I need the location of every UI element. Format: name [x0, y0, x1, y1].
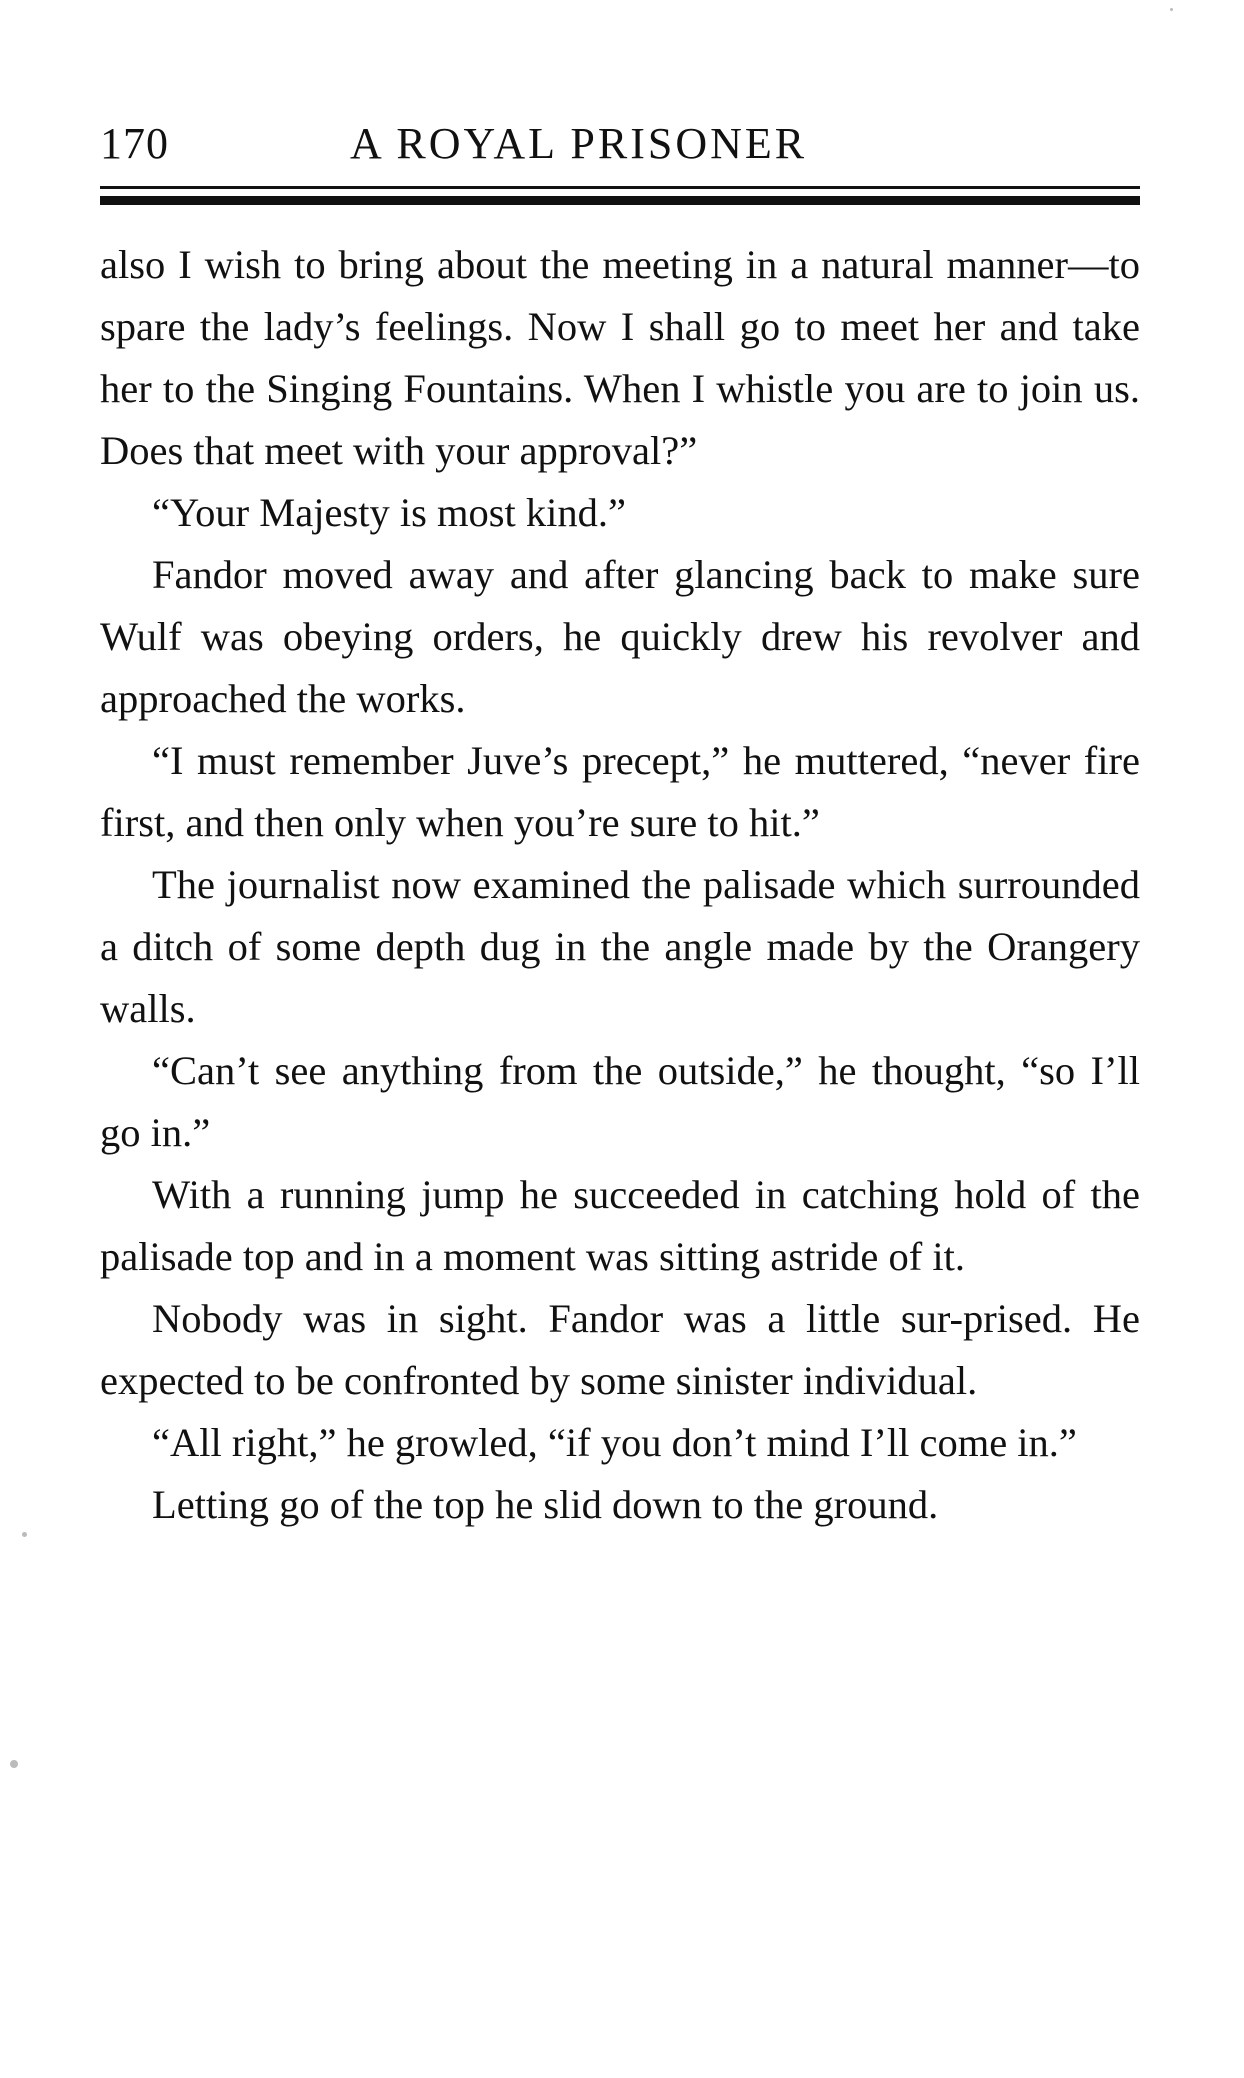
- header-rule-thin: [100, 186, 1140, 189]
- paragraph: “I must remember Juve’s precept,” he muttered, “never fire first, and then only when you’re sure to hit.”: [100, 738, 1140, 845]
- paragraph: The journalist now examined the palisade which surrounded a ditch of some depth dug in the angle made by the Orangery walls.: [100, 862, 1140, 1031]
- paragraph: With a running jump he succeeded in catching hold of the palisade top and in a moment was sitting astride of it.: [100, 1172, 1140, 1279]
- paragraph: Letting go of the top he slid down to the ground.: [152, 1482, 939, 1527]
- paragraph: “Your Majesty is most kind.”: [152, 490, 627, 535]
- paragraph: “All right,” he growled, “if you don’t mind I’ll come in.”: [152, 1420, 1077, 1465]
- running-title: A ROYAL PRISONER: [350, 119, 808, 168]
- page-number: 170: [100, 119, 169, 168]
- paper-speck: [1170, 8, 1173, 11]
- paragraph: Nobody was in sight. Fandor was a little sur-prised. He expected to be confronted by some sinister individual.: [100, 1296, 1140, 1403]
- paper-speck: [22, 1532, 27, 1537]
- paper-speck: [10, 1760, 18, 1768]
- paragraph: “Can’t see anything from the outside,” he thought, “so I’ll go in.”: [100, 1048, 1140, 1155]
- body-text: [100, 234, 1140, 1536]
- header-rule-thick: [100, 196, 1140, 205]
- paragraph: also I wish to bring about the meeting in a natural manner—to spare the lady’s feelings. Now I shall go to meet her and take her to the Singing Fountains. When I whistle you are to join us. Does that meet with your approval?”: [100, 242, 1140, 473]
- page-header: [100, 112, 1140, 172]
- paragraph: Fandor moved away and after glancing back to make sure Wulf was obeying orders, he quickly drew his revolver and approached the works.: [100, 552, 1140, 721]
